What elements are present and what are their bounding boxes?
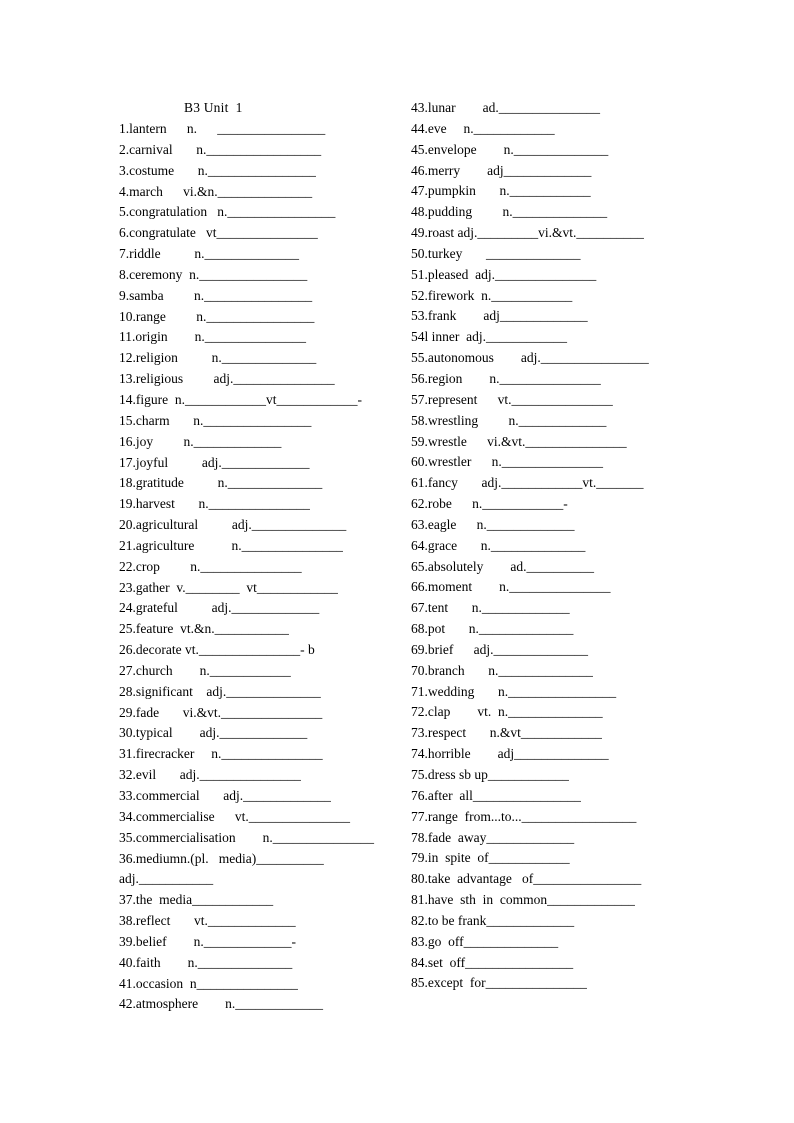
- vocab-item: [119, 537, 374, 558]
- vocab-item: [411, 620, 649, 641]
- vocab-item: [411, 412, 649, 433]
- vocab-item-text: 72.clap vt. n.______________: [411, 704, 603, 720]
- vocab-item: [411, 370, 649, 391]
- vocab-item-text: 2.carnival n._________________: [119, 141, 322, 157]
- vocab-item: [119, 120, 374, 141]
- vocab-item: [411, 203, 649, 224]
- vocab-item-text: 32.evil adj._______________: [119, 767, 301, 783]
- vocab-item: [119, 933, 374, 954]
- vocab-item-text: 38.reflect vt._____________: [119, 913, 296, 929]
- vocab-item: [411, 745, 649, 766]
- vocab-item: [411, 453, 649, 474]
- vocab-item-text: 68.pot n.______________: [411, 621, 574, 637]
- vocab-item-text: 19.harvest n._______________: [119, 496, 310, 512]
- vocab-item: [119, 558, 374, 579]
- vocab-item-text: 66.moment n._______________: [411, 579, 611, 595]
- vocab-item: [119, 912, 374, 933]
- vocab-item-text: 73.respect n.&vt____________: [411, 725, 602, 741]
- vocab-item-text: 52.firework n.____________: [411, 287, 573, 303]
- vocab-item: [411, 224, 649, 245]
- vocab-item: [119, 454, 374, 475]
- vocab-item-text: 51.pleased adj._______________: [411, 266, 597, 282]
- vocab-item-text: 11.origin n._______________: [119, 329, 306, 345]
- vocab-item: [411, 724, 649, 745]
- vocab-item: [119, 808, 374, 829]
- vocab-item: [411, 870, 649, 891]
- vocab-item: [411, 495, 649, 516]
- vocab-item: [119, 412, 374, 433]
- vocab-item-text: 34.commercialise vt._______________: [119, 808, 350, 824]
- vocab-item: [119, 308, 374, 329]
- vocab-item-text: 41.occasion n_______________: [119, 975, 298, 991]
- vocab-item: [411, 933, 649, 954]
- vocab-item-text: 63.eagle n._____________: [411, 516, 575, 532]
- vocab-item-text: 30.typical adj._____________: [119, 725, 308, 741]
- vocab-item: [119, 745, 374, 766]
- vocab-item-text: 4.march vi.&n.______________: [119, 183, 313, 199]
- vocab-item-text: 29.fade vi.&vt._______________: [119, 704, 323, 720]
- vocab-item: [119, 579, 374, 600]
- vocab-item: [119, 870, 374, 891]
- vocab-item: [411, 808, 649, 829]
- vocab-item-text: 43.lunar ad._______________: [411, 100, 600, 115]
- vocab-item: [411, 703, 649, 724]
- vocab-item-text: 55.autonomous adj.________________: [411, 350, 649, 366]
- page-title: B3 Unit 1: [184, 100, 243, 115]
- vocab-item: [411, 328, 649, 349]
- vocab-item-text: 7.riddle n.______________: [119, 246, 299, 262]
- vocab-item-text: 15.charm n.________________: [119, 412, 312, 428]
- vocab-item: [411, 683, 649, 704]
- vocab-item-text: 40.faith n.______________: [119, 954, 293, 970]
- vocab-item-text: 26.decorate vt._______________- b: [119, 642, 315, 658]
- vocab-item: [411, 912, 649, 933]
- vocab-item-text: 44.eve n.____________: [411, 120, 555, 136]
- vocab-item: [411, 599, 649, 620]
- vocab-item: [119, 599, 374, 620]
- vocab-item: [411, 162, 649, 183]
- vocab-item: [119, 391, 374, 412]
- vocab-item-text: 24.grateful adj._____________: [119, 600, 320, 616]
- vocab-item-text: 50.turkey ______________: [411, 245, 581, 261]
- vocab-item-text: 14.figure n.____________vt____________-: [119, 391, 362, 407]
- vocab-item-text: 75.dress sb up____________: [411, 767, 569, 782]
- vocab-item: [411, 787, 649, 808]
- vocab-item-text: 60.wrestler n._______________: [411, 454, 603, 470]
- vocab-item: [119, 516, 374, 537]
- vocab-item: [119, 704, 374, 725]
- vocab-item: [119, 349, 374, 370]
- vocab-item-text: 80.take advantage of________________: [411, 871, 642, 887]
- vocab-item: [411, 391, 649, 412]
- vocab-item: [119, 975, 374, 996]
- vocab-item: [119, 995, 374, 1016]
- vocab-item: [119, 266, 374, 287]
- vocab-item-text: 48.pudding n.______________: [411, 204, 608, 220]
- vocab-item-text: adj.___________: [119, 871, 214, 887]
- vocab-item: [119, 203, 374, 224]
- vocab-item-text: 13.religious adj._______________: [119, 371, 335, 387]
- vocab-item: [119, 328, 374, 349]
- vocab-item-text: 53.frank adj_____________: [411, 308, 588, 324]
- vocab-item: [119, 683, 374, 704]
- vocab-item-text: 25.feature vt.&n.___________: [119, 621, 289, 637]
- vocab-item-text: 9.samba n.________________: [119, 287, 313, 303]
- vocab-item: [411, 287, 649, 308]
- vocab-item: [119, 370, 374, 391]
- vocab-item-text: 69.brief adj.______________: [411, 641, 588, 657]
- vocab-item: [411, 849, 649, 870]
- vocab-item: [119, 787, 374, 808]
- vocab-item-text: 76.after all________________: [411, 787, 581, 803]
- vocab-item-text: 49.roast adj._________vi.&vt.__________: [411, 225, 644, 241]
- vocab-item-text: 35.commercialisation n._______________: [119, 829, 374, 845]
- vocab-item-text: 83.go off______________: [411, 933, 559, 949]
- vocab-item-text: 64.grace n.______________: [411, 537, 586, 553]
- vocab-item-text: 3.costume n.________________: [119, 162, 316, 178]
- vocab-item-text: 18.gratitude n.______________: [119, 475, 323, 491]
- vocab-item-text: 1.lantern n. ________________: [119, 121, 326, 136]
- vocab-item: [411, 641, 649, 662]
- vocab-item-text: 22.crop n._______________: [119, 558, 302, 574]
- vocab-item-text: 16.joy n._____________: [119, 433, 282, 449]
- vocab-item: [411, 307, 649, 328]
- vocab-item-text: 85.except for_______________: [411, 975, 587, 991]
- vocab-item: [119, 850, 374, 871]
- vocab-item: [411, 558, 649, 579]
- vocab-item-text: 56.region n._______________: [411, 370, 601, 386]
- vocab-item: [119, 766, 374, 787]
- vocab-item-text: 33.commercial adj._____________: [119, 788, 331, 803]
- vocab-item: [411, 120, 649, 141]
- vocab-item-text: 54l inner adj.____________: [411, 329, 567, 345]
- vocab-item-text: 58.wrestling n._____________: [411, 412, 607, 428]
- vocab-item: [119, 433, 374, 454]
- vocab-item: [119, 829, 374, 850]
- vocab-item-text: 36.mediumn.(pl. media)__________: [119, 850, 324, 866]
- vocab-item-text: 45.envelope n.______________: [411, 141, 609, 157]
- vocab-item-text: 65.absolutely ad.__________: [411, 558, 594, 574]
- vocab-item-text: 46.merry adj_____________: [411, 162, 592, 178]
- vocab-item-text: 84.set off________________: [411, 954, 574, 970]
- vocab-item-text: 47.pumpkin n.____________: [411, 183, 591, 199]
- vocab-item-text: 6.congratulate vt_______________: [119, 225, 318, 241]
- vocab-item-text: 31.firecracker n._______________: [119, 746, 323, 762]
- vocab-item: [119, 620, 374, 641]
- vocab-item-text: 5.congratulation n.________________: [119, 204, 336, 220]
- vocab-item-text: 70.branch n.______________: [411, 662, 593, 678]
- vocab-item-text: 27.church n.____________: [119, 662, 291, 678]
- vocab-item-text: 78.fade away_____________: [411, 829, 575, 845]
- vocab-item: [411, 182, 649, 203]
- vocab-item-text: 42.atmosphere n._____________: [119, 996, 323, 1012]
- vocab-item: [411, 891, 649, 912]
- vocab-item: [119, 474, 374, 495]
- vocab-item: [119, 162, 374, 183]
- vocab-item: [411, 474, 649, 495]
- vocab-item: [411, 99, 649, 120]
- vocab-item-text: 59.wrestle vi.&vt._______________: [411, 433, 627, 449]
- vocab-item-text: 79.in spite of____________: [411, 850, 570, 866]
- vocab-item-text: 62.robe n.____________-: [411, 496, 568, 512]
- vocab-item: [119, 724, 374, 745]
- vocab-item: [119, 141, 374, 162]
- vocab-item: [119, 495, 374, 516]
- vocab-item: [411, 433, 649, 454]
- vocab-item: [411, 266, 649, 287]
- vocab-item-text: 61.fancy adj.____________vt._______: [411, 475, 644, 491]
- vocab-item: [411, 349, 649, 370]
- vocab-item-text: 28.significant adj.______________: [119, 683, 321, 699]
- vocab-item: [411, 974, 649, 995]
- vocab-item: [119, 183, 374, 204]
- vocab-item-text: 23.gather v.________ vt____________: [119, 579, 338, 595]
- vocab-item-text: 10.range n.________________: [119, 308, 315, 324]
- vocab-item-text: 71.wedding n.________________: [411, 683, 617, 699]
- vocab-item: [119, 891, 374, 912]
- vocab-item-text: 57.represent vt._______________: [411, 391, 613, 407]
- vocab-item-text: 17.joyful adj._____________: [119, 454, 310, 470]
- vocab-item-text: 82.to be frank_____________: [411, 912, 575, 928]
- vocab-item-text: 12.religion n.______________: [119, 350, 317, 366]
- vocab-item: [411, 766, 649, 787]
- right-column: [411, 99, 649, 995]
- vocab-item-text: 21.agriculture n._______________: [119, 537, 343, 553]
- vocab-item: [119, 287, 374, 308]
- vocab-item-text: 77.range from...to..._________________: [411, 808, 637, 824]
- vocab-item: [119, 224, 374, 245]
- vocab-item: [411, 141, 649, 162]
- vocab-item: [411, 954, 649, 975]
- vocab-item: [119, 641, 374, 662]
- vocab-item-text: 67.tent n._____________: [411, 600, 570, 616]
- vocab-item: [119, 954, 374, 975]
- vocab-item-text: 8.ceremony n.________________: [119, 266, 308, 282]
- vocab-item: [411, 516, 649, 537]
- left-column: [119, 120, 374, 1016]
- vocab-item-text: 39.belief n._____________-: [119, 933, 296, 949]
- vocab-item: [411, 245, 649, 266]
- vocab-item-text: 20.agricultural adj.______________: [119, 517, 347, 533]
- vocab-item-text: 74.horrible adj______________: [411, 746, 609, 762]
- vocab-item: [411, 662, 649, 683]
- vocab-item: [411, 537, 649, 558]
- vocab-item-text: 81.have sth in common_____________: [411, 892, 635, 908]
- vocab-item: [119, 245, 374, 266]
- vocab-item: [411, 829, 649, 850]
- vocab-item: [119, 662, 374, 683]
- vocab-item: [411, 578, 649, 599]
- vocab-item-text: 37.the media____________: [119, 892, 274, 908]
